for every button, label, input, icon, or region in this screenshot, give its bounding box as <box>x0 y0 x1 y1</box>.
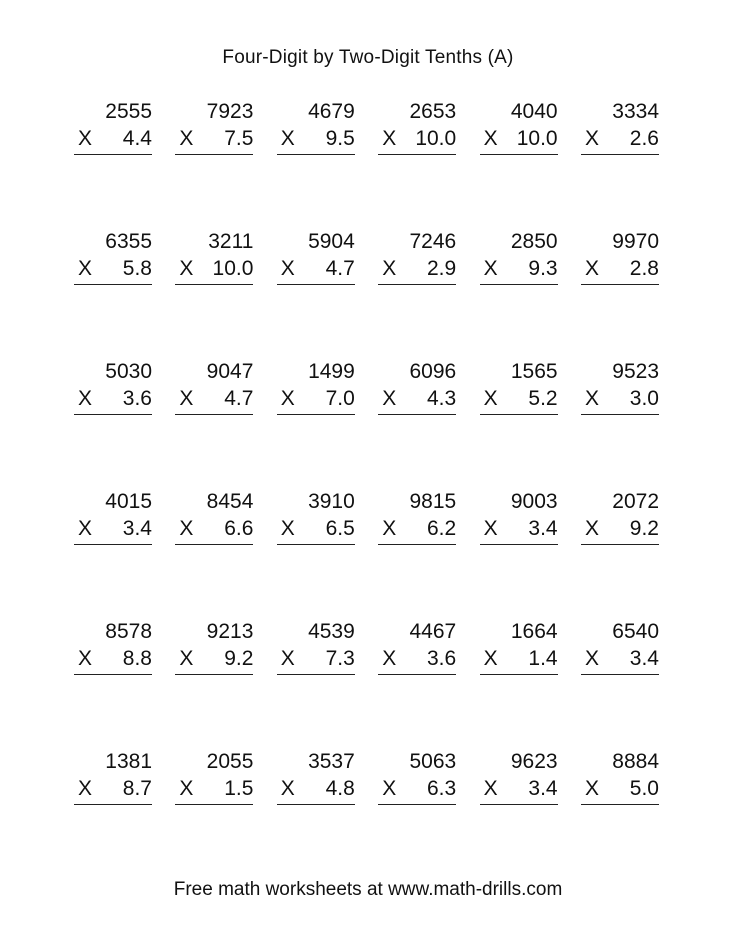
times-sign: X <box>483 517 498 540</box>
multiplication-problem <box>277 360 355 420</box>
multiplicand: 9815 <box>409 490 457 513</box>
answer-line <box>74 674 152 675</box>
multiplier: 10.0 <box>415 127 457 150</box>
multiplicand: 4467 <box>409 620 457 643</box>
answer-line <box>74 804 152 805</box>
multiplier: 7.0 <box>325 387 355 410</box>
multiplier: 3.4 <box>528 777 558 800</box>
answer-line <box>175 154 253 155</box>
multiplicand: 8454 <box>206 490 254 513</box>
multiplier: 1.5 <box>224 777 254 800</box>
problem-grid <box>74 100 664 800</box>
multiplication-problem <box>74 750 152 810</box>
multiplier: 9.2 <box>224 647 254 670</box>
multiplication-problem <box>277 620 355 680</box>
multiplication-problem <box>74 100 152 160</box>
times-sign: X <box>78 127 93 150</box>
multiplier: 7.5 <box>224 127 254 150</box>
multiplication-problem <box>175 100 253 160</box>
times-sign: X <box>78 777 93 800</box>
multiplication-problem <box>277 490 355 550</box>
worksheet-title: Four-Digit by Two-Digit Tenths (A) <box>222 47 514 68</box>
multiplication-problem <box>74 360 152 420</box>
multiplier: 4.8 <box>325 777 355 800</box>
times-sign: X <box>483 777 498 800</box>
answer-line <box>480 804 558 805</box>
multiplicand: 1499 <box>308 360 355 383</box>
times-sign: X <box>280 647 295 670</box>
multiplication-problem <box>581 750 659 810</box>
multiplicand: 9623 <box>510 750 558 773</box>
answer-line <box>277 674 355 675</box>
answer-line <box>480 544 558 545</box>
multiplication-problem <box>480 100 558 160</box>
times-sign: X <box>382 647 397 670</box>
answer-line <box>277 414 355 415</box>
multiplier: 2.9 <box>426 257 457 280</box>
multiplier: 9.2 <box>629 517 659 540</box>
multiplication-problem <box>480 490 558 550</box>
multiplier: 1.4 <box>528 647 558 670</box>
multiplication-problem <box>277 100 355 160</box>
multiplicand: 8578 <box>105 620 152 643</box>
times-sign: X <box>280 777 295 800</box>
answer-line <box>277 154 355 155</box>
times-sign: X <box>585 647 600 670</box>
times-sign: X <box>280 257 295 280</box>
multiplier: 6.2 <box>426 517 457 540</box>
times-sign: X <box>382 777 397 800</box>
answer-line <box>175 284 253 285</box>
multiplicand: 5063 <box>409 750 457 773</box>
multiplier: 4.4 <box>122 127 152 150</box>
answer-line <box>74 154 152 155</box>
multiplicand: 2653 <box>409 100 457 123</box>
answer-line <box>378 804 456 805</box>
answer-line <box>480 414 558 415</box>
answer-line <box>581 414 659 415</box>
answer-line <box>480 284 558 285</box>
footer-text: Free math worksheets at www.math-drills.com <box>173 879 563 900</box>
multiplication-problem <box>74 230 152 290</box>
multiplicand: 3537 <box>308 750 355 773</box>
multiplier: 3.4 <box>122 517 152 540</box>
times-sign: X <box>179 257 194 280</box>
multiplication-problem <box>480 230 558 290</box>
multiplier: 2.8 <box>629 257 659 280</box>
multiplicand: 4015 <box>105 490 152 513</box>
answer-line <box>378 414 456 415</box>
multiplicand: 9970 <box>612 230 659 253</box>
multiplier: 3.4 <box>629 647 659 670</box>
multiplication-problem <box>480 750 558 810</box>
multiplication-problem <box>480 360 558 420</box>
times-sign: X <box>585 517 600 540</box>
multiplication-problem <box>175 750 253 810</box>
times-sign: X <box>280 517 295 540</box>
times-sign: X <box>280 127 295 150</box>
times-sign: X <box>179 387 194 410</box>
multiplicand: 1381 <box>105 750 152 773</box>
multiplicand: 6096 <box>409 360 457 383</box>
multiplication-problem <box>480 620 558 680</box>
multiplicand: 8884 <box>612 750 659 773</box>
multiplication-problem <box>74 620 152 680</box>
multiplication-problem <box>277 750 355 810</box>
multiplicand: 2072 <box>612 490 659 513</box>
multiplication-problem <box>581 620 659 680</box>
multiplicand: 9523 <box>612 360 659 383</box>
answer-line <box>581 674 659 675</box>
multiplication-problem <box>581 360 659 420</box>
multiplicand: 4539 <box>308 620 355 643</box>
multiplication-problem <box>378 360 456 420</box>
multiplication-problem <box>175 490 253 550</box>
multiplicand: 5904 <box>308 230 355 253</box>
times-sign: X <box>78 517 93 540</box>
multiplicand: 9047 <box>206 360 254 383</box>
multiplication-problem <box>581 100 659 160</box>
answer-line <box>175 804 253 805</box>
multiplicand: 9003 <box>510 490 558 513</box>
multiplier: 6.3 <box>426 777 457 800</box>
answer-line <box>175 674 253 675</box>
times-sign: X <box>179 777 194 800</box>
times-sign: X <box>483 387 498 410</box>
multiplier: 7.3 <box>325 647 355 670</box>
multiplier: 9.5 <box>325 127 355 150</box>
multiplier: 5.8 <box>122 257 152 280</box>
multiplier: 8.8 <box>122 647 152 670</box>
times-sign: X <box>585 387 600 410</box>
multiplicand: 7923 <box>206 100 254 123</box>
times-sign: X <box>78 647 93 670</box>
multiplicand: 1565 <box>510 360 558 383</box>
times-sign: X <box>585 777 600 800</box>
answer-line <box>480 154 558 155</box>
multiplier: 3.0 <box>629 387 659 410</box>
multiplication-problem <box>74 490 152 550</box>
times-sign: X <box>179 517 194 540</box>
multiplier: 3.6 <box>426 647 457 670</box>
answer-line <box>277 804 355 805</box>
answer-line <box>378 284 456 285</box>
answer-line <box>378 674 456 675</box>
multiplication-problem <box>378 100 456 160</box>
times-sign: X <box>585 257 600 280</box>
answer-line <box>74 544 152 545</box>
multiplicand: 6540 <box>612 620 659 643</box>
answer-line <box>277 284 355 285</box>
times-sign: X <box>382 127 397 150</box>
times-sign: X <box>382 387 397 410</box>
multiplier: 5.2 <box>528 387 558 410</box>
times-sign: X <box>280 387 295 410</box>
multiplicand: 6355 <box>105 230 152 253</box>
multiplier: 4.3 <box>426 387 457 410</box>
times-sign: X <box>483 257 498 280</box>
multiplication-problem <box>378 490 456 550</box>
multiplication-problem <box>378 230 456 290</box>
answer-line <box>378 154 456 155</box>
multiplicand: 4040 <box>510 100 558 123</box>
multiplication-problem <box>175 360 253 420</box>
answer-line <box>581 284 659 285</box>
multiplier: 10.0 <box>516 127 558 150</box>
times-sign: X <box>78 387 93 410</box>
answer-line <box>175 414 253 415</box>
answer-line <box>277 544 355 545</box>
multiplicand: 3211 <box>208 230 254 253</box>
times-sign: X <box>382 517 397 540</box>
times-sign: X <box>179 127 194 150</box>
multiplier: 4.7 <box>224 387 254 410</box>
multiplicand: 2555 <box>105 100 152 123</box>
times-sign: X <box>78 257 93 280</box>
answer-line <box>581 154 659 155</box>
multiplier: 9.3 <box>528 257 558 280</box>
multiplicand: 2850 <box>510 230 558 253</box>
answer-line <box>74 414 152 415</box>
multiplication-problem <box>175 230 253 290</box>
multiplication-problem <box>581 490 659 550</box>
times-sign: X <box>382 257 397 280</box>
answer-line <box>175 544 253 545</box>
multiplicand: 3910 <box>308 490 355 513</box>
answer-line <box>74 284 152 285</box>
multiplicand: 1664 <box>510 620 558 643</box>
multiplier: 4.7 <box>325 257 355 280</box>
multiplication-problem <box>378 620 456 680</box>
multiplicand: 4679 <box>308 100 355 123</box>
multiplier: 3.4 <box>528 517 558 540</box>
multiplier: 8.7 <box>122 777 152 800</box>
multiplier: 6.5 <box>325 517 355 540</box>
times-sign: X <box>483 647 498 670</box>
multiplicand: 5030 <box>105 360 152 383</box>
multiplication-problem <box>175 620 253 680</box>
times-sign: X <box>179 647 194 670</box>
multiplier: 6.6 <box>224 517 254 540</box>
multiplier: 10.0 <box>212 257 254 280</box>
times-sign: X <box>483 127 498 150</box>
answer-line <box>581 804 659 805</box>
multiplicand: 2055 <box>206 750 254 773</box>
multiplication-problem <box>277 230 355 290</box>
answer-line <box>581 544 659 545</box>
multiplication-problem <box>581 230 659 290</box>
multiplicand: 9213 <box>206 620 254 643</box>
multiplicand: 3334 <box>612 100 659 123</box>
times-sign: X <box>585 127 600 150</box>
answer-line <box>378 544 456 545</box>
multiplier: 3.6 <box>122 387 152 410</box>
multiplier: 2.6 <box>629 127 659 150</box>
multiplier: 5.0 <box>629 777 659 800</box>
multiplication-problem <box>378 750 456 810</box>
answer-line <box>480 674 558 675</box>
multiplicand: 7246 <box>409 230 457 253</box>
